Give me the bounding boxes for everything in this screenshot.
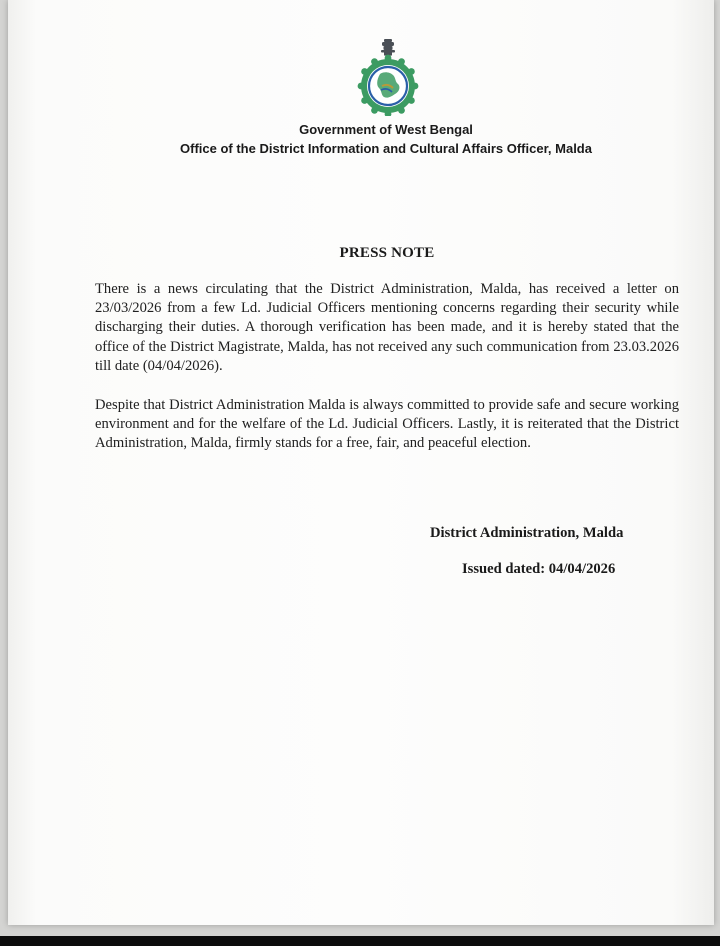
west-bengal-emblem-icon: [355, 36, 421, 116]
screen-bottom-bar: [0, 936, 720, 946]
office-title: Office of the District Information and Cultural Affairs Officer, Malda: [180, 141, 592, 156]
signature-organization: District Administration, Malda: [430, 525, 624, 541]
issued-date: Issued dated: 04/04/2026: [462, 561, 616, 577]
body-paragraph-1: There is a news circulating that the District Administration, Malda, has received a letter on 23/03/2026 from a few Ld. Judicial Officers mentioning concerns regarding their security while discharging their duties. A thorough verification has been made, and it is hereby stated that the office of the District Magistrate, Malda, has not received any such communication from 23.03.2026 till date (04/04/2026).: [95, 281, 679, 374]
press-note-title: PRESS NOTE: [339, 245, 435, 261]
government-title: Government of West Bengal: [299, 122, 473, 137]
body-paragraph-2: Despite that District Administration Malda is always committed to provide safe and secure working environment and for the welfare of the Ld. Judicial Officers. Lastly, it is reiterated that the District Administration, Malda, firmly stands for a free, fair, and peaceful election.: [95, 397, 679, 452]
document-page: [8, 0, 714, 925]
